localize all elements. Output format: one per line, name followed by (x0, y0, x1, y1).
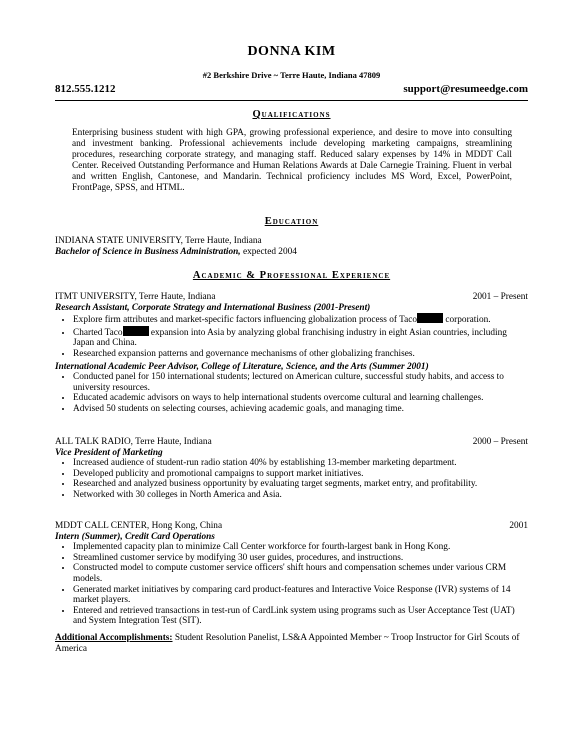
job-radio-header (55, 437, 528, 448)
job-itmt-bullets-1 (55, 313, 528, 359)
education-degree-line (55, 247, 528, 258)
list-item: • Implemented capacity plan to minimize Call Center workforce for fourth-largest bank in Hong Kong. (73, 542, 528, 553)
redaction-box (417, 313, 443, 323)
job-itmt-bullets-2 (55, 372, 528, 414)
candidate-phone: 812.555.1212 (55, 83, 116, 95)
additional-label: Additional Accomplishments: (55, 633, 173, 643)
education-expected: expected 2004 (240, 246, 297, 257)
job-mddt-bullets (55, 542, 528, 627)
job-mddt-role: Intern (Summer), Credit Card Operations (55, 531, 215, 542)
additional-text: Student Resolution Panelist, LS&A Appointed Member ~ Troop Instructor for Girl Scouts of America (55, 633, 520, 654)
education-degree: Bachelor of Science in Business Administration, (55, 246, 241, 257)
job-itmt-role-2: International Academic Peer Advisor, College of Literature, Science, and the Arts (Summer 2001) (55, 361, 429, 372)
job-mddt-dates: 2001 (509, 521, 528, 531)
candidate-address: #2 Berkshire Drive ~ Terre Haute, Indiana 47809 (202, 70, 381, 80)
list-item: • Generated market initiatives by comparing card product-features and Interactive Voice Response (IVR) systems of 14 market players. (73, 585, 528, 606)
list-item: • Developed publicity and promotional campaigns to support market initiatives. (73, 469, 528, 480)
list-item: • Advised 50 students on selecting courses, achieving academic goals, and managing time. (73, 404, 528, 415)
job-mddt-header (55, 521, 528, 532)
list-item: • Streamlined customer service by modifying 30 user guides, procedures, and instructions. (73, 553, 528, 564)
experience-heading: Academic & Professional Experience (192, 270, 391, 281)
candidate-email: support@resumeedge.com (403, 83, 528, 95)
candidate-name: DONNA KIM (247, 44, 336, 59)
job-radio (55, 437, 528, 501)
qualifications-text: Enterprising business student with high GPA, growing professional experience, and desire to move into consulting and investment banking. Professional achievements include developing marketing campaigns, streamlining procedures, researching corporate strategy, and managing staff. Reduced salary expenses by 14% in MDDT Call Center. Received Outstanding Performance and Human Relations Awards at Dale Carnegie Training. Fluent in verbal and written English, Cantonese, and Mandarin. Technical proficiency includes MS Word, Excel, PowerPoint, FrontPage, SPSS, and HTML. (72, 128, 512, 193)
qualifications-heading: Qualifications (252, 109, 331, 120)
list-item: • Researched and analyzed business opportunity by evaluating target segments, market entry, and profitability. (73, 479, 528, 490)
list-item: • Explore firm attributes and market-specific factors influencing globalization process of Taco corporation. (73, 313, 528, 326)
job-radio-bullets (55, 458, 528, 500)
list-item: • Conducted panel for 150 international students; lectured on American culture, successful study habits, and access to university resources. (73, 372, 528, 393)
job-itmt-role-1: Research Assistant, Corporate Strategy and International Business (2001-Present) (55, 302, 371, 313)
list-item: • Researched expansion patterns and governance mechanisms of other globalizing franchises. (73, 349, 528, 360)
job-mddt (55, 521, 528, 627)
list-item: • Entered and retrieved transactions in test-run of CardLink system using programs such as User Acceptance Test (UAT) and System Integration Test (SIT). (73, 606, 528, 627)
job-itmt-header (55, 292, 528, 303)
job-itmt-dates: 2001 – Present (472, 292, 528, 302)
redaction-box (123, 326, 149, 336)
job-mddt-org: MDDT CALL CENTER, Hong Kong, China (55, 521, 223, 531)
job-radio-role: Vice President of Marketing (55, 447, 163, 458)
list-item: • Constructed model to compute customer service officers' shift hours and compensation schemes under various CRM models. (73, 563, 528, 584)
list-item: • Charted Taco expansion into Asia by analyzing global franchising industry in eight Asian countries, including Japan and China. (73, 326, 528, 349)
job-itmt-org: ITMT UNIVERSITY, Terre Haute, Indiana (55, 292, 216, 302)
list-item: • Educated academic advisors on ways to help international students overcome cultural and learning challenges. (73, 393, 528, 404)
job-itmt (55, 292, 528, 415)
education-heading: Education (264, 216, 319, 227)
job-radio-dates: 2000 – Present (472, 437, 528, 447)
list-item: • Networked with 30 colleges in North America and Asia. (73, 490, 528, 501)
education-school: INDIANA STATE UNIVERSITY, Terre Haute, Indiana (55, 236, 262, 246)
education-section (55, 236, 528, 257)
list-item: • Increased audience of student-run radio station 40% by establishing 13-member marketing department. (73, 458, 528, 469)
job-radio-org: ALL TALK RADIO, Terre Haute, Indiana (55, 437, 212, 447)
header-divider (55, 100, 528, 101)
additional-accomplishments (55, 633, 528, 655)
